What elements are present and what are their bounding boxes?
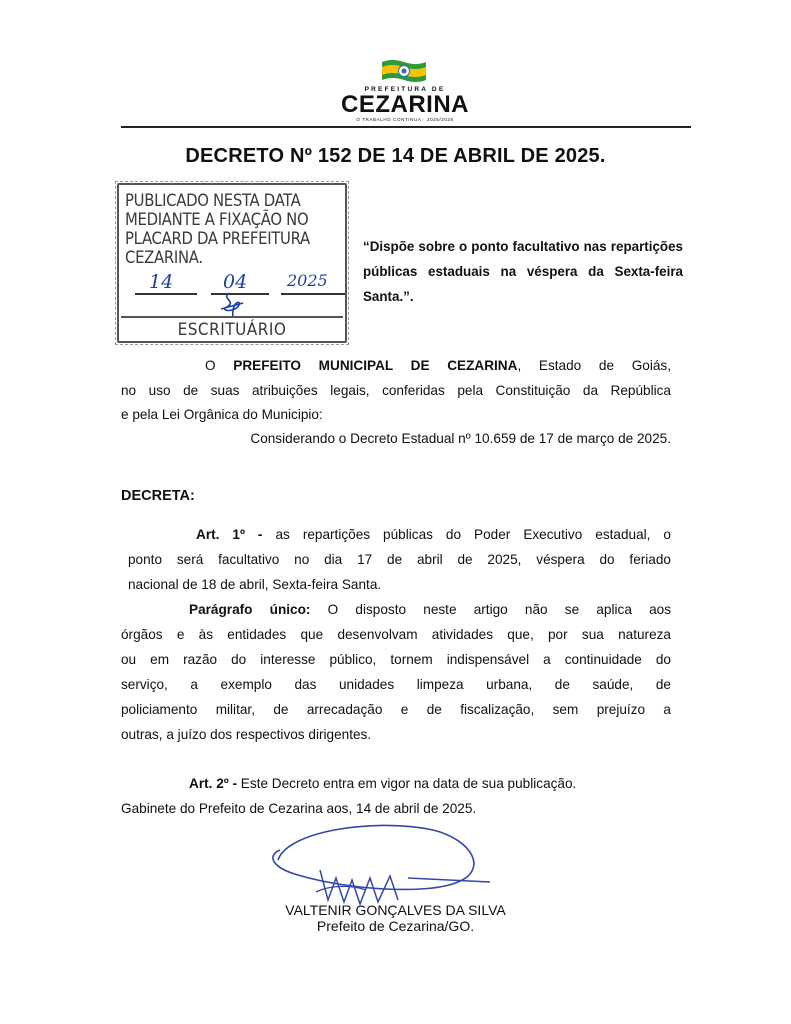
- stamp-divider: [121, 316, 343, 318]
- stamp-initials-signature: [215, 291, 249, 319]
- stamp-footer: ESCRITUÁRIO: [177, 320, 287, 340]
- stamp-underline: [281, 293, 345, 295]
- prefecture-logo: [340, 58, 470, 124]
- stamp-line: PUBLICADO NESTA DATA: [125, 191, 301, 210]
- paragraph-line: ou em razão do interesse público, tornem indispensável a continuidade do: [121, 652, 671, 667]
- stamp-day: 14: [149, 271, 174, 293]
- flag-icon: [380, 58, 428, 84]
- considerando: Considerando o Decreto Estadual nº 10.659 de 17 de março de 2025.: [250, 431, 671, 446]
- stamp-line: CEZARINA.: [125, 248, 203, 267]
- stamp-underline: [135, 293, 197, 295]
- art2-label: Art. 2º -: [189, 776, 238, 791]
- preamble-authority: PREFEITO MUNICIPAL DE CEZARINA: [233, 358, 518, 373]
- preamble-line: O PREFEITO MUNICIPAL DE CEZARINA, Estado de Goiás,: [205, 358, 671, 373]
- handwritten-signature: [258, 820, 498, 915]
- decreta-heading: DECRETA:: [121, 488, 195, 504]
- art1-label: Art. 1º -: [196, 527, 263, 542]
- logo-subtitle: PREFEITURA DE: [364, 86, 446, 93]
- stamp-line: MEDIANTE A FIXAÇÃO NO: [125, 210, 309, 229]
- paragraph-line: outras, a juízo dos respectivos dirigentes.: [121, 727, 372, 742]
- publication-stamp: [117, 183, 347, 343]
- stamp-year: 2025: [287, 271, 328, 290]
- paragraph-line: policiamento militar, de arrecadação e de fiscalização, sem prejuízo a: [121, 702, 671, 717]
- art1-line: Art. 1º - as repartições públicas do Poder Executivo estadual, o: [196, 527, 671, 542]
- art1-line: ponto será facultativo no dia 17 de abril de 2025, véspera do feriado: [128, 552, 671, 567]
- signer-name: VALTENIR GONÇALVES DA SILVA: [285, 902, 506, 918]
- paragraph-label: Parágrafo único:: [189, 602, 311, 617]
- paragraph-line: serviço, a exemplo das unidades limpeza urbana, de saúde, de: [121, 677, 671, 692]
- art2-line: Gabinete do Prefeito de Cezarina aos, 14 de abril de 2025.: [121, 801, 477, 816]
- paragraph-line: órgãos e às entidades que desenvolvam atividades que, por sua natureza: [121, 627, 671, 642]
- stamp-line: PLACARD DA PREFEITURA: [125, 229, 310, 248]
- signer-role: Prefeito de Cezarina/GO.: [316, 918, 475, 934]
- art2-line: Art. 2º - Este Decreto entra em vigor na data de sua publicação.: [189, 776, 577, 791]
- decree-summary: “Dispõe sobre o ponto facultativo nas repartições públicas estaduais na véspera da Sexta-feira Santa.”.: [363, 239, 683, 304]
- paragraph-line: Parágrafo único: O disposto neste artigo não se aplica aos: [189, 602, 672, 617]
- preamble-line: e pela Lei Orgânica do Municipio:: [121, 407, 323, 422]
- decree-title: DECRETO Nº 152 DE 14 DE ABRIL DE 2025.: [185, 145, 606, 167]
- header-divider: [121, 126, 691, 128]
- logo-name: CEZARINA: [341, 91, 469, 118]
- art1-line: nacional de 18 de abril, Sexta-feira Santa.: [128, 577, 382, 592]
- stamp-month: 04: [223, 271, 248, 293]
- logo-motto: O TRABALHO CONTINUA · 2025/2028: [356, 117, 454, 122]
- preamble-line: no uso de suas atribuições legais, conferidas pela Constituição da República: [121, 383, 671, 398]
